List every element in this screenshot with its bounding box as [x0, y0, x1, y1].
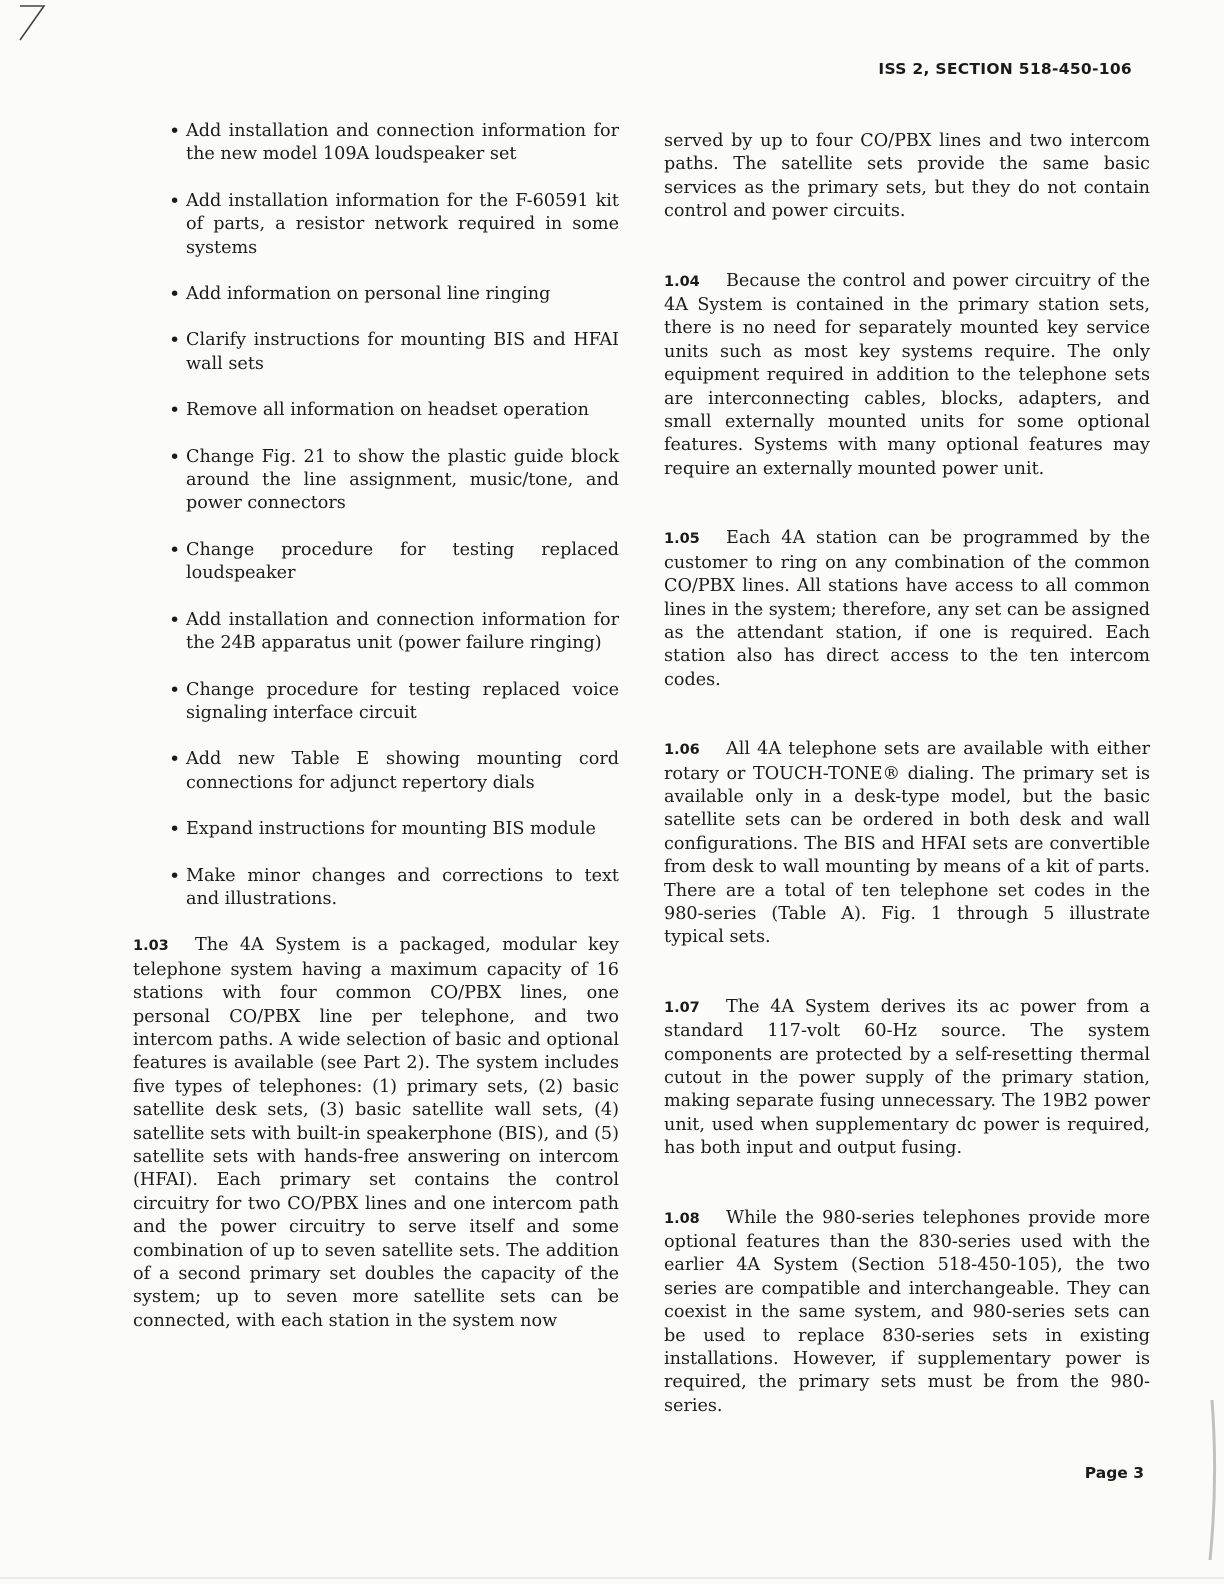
section-header: ISS 2, SECTION 518-450-106 — [878, 60, 1132, 78]
paragraph-text: Each 4A station can be programmed by the customer to ring on any combination of the common CO/PBX lines. All stations have access to all common lines in the system; therefore, any set can be assigned as the attendant station, if one is required. Each station also has direct access to the ten intercom codes. — [664, 528, 1150, 690]
paragraph-1-04 — [664, 270, 1150, 482]
paragraph-continuation: served by up to four CO/PBX lines and two intercom paths. The satellite sets provide the same basic services as the primary sets, but they do not contain control and power circuits. — [664, 131, 1150, 222]
paragraph-1-03 — [133, 934, 619, 1333]
paragraph-number: 1.05 — [664, 531, 700, 548]
change-item: • Add new Table E showing mounting cord connections for adjunct repertory dials — [186, 748, 619, 795]
change-item: • Add information on personal line ringing — [186, 283, 619, 306]
paragraph-1-07 — [664, 996, 1150, 1161]
paragraph-1-08 — [664, 1207, 1150, 1419]
change-item: • Change procedure for testing replaced voice signaling interface circuit — [186, 679, 619, 726]
change-item: • Add installation and connection information for the 24B apparatus unit (power failure ringing) — [186, 609, 619, 656]
left-column — [133, 120, 619, 1356]
paragraph-text: All 4A telephone sets are available with either rotary or TOUCH-TONE® dialing. The primary set is available only in a desk-type model, but the basic satellite sets can be ordered in both desk and wall configurations. The BIS and HFAI sets are convertible from desk to wall mounting by means of a kit of parts. There are a total of ten telephone set codes in the 980-series (Table A). Fig. 1 through 5 illustrate typical sets. — [664, 739, 1150, 948]
paragraph-1-05 — [664, 527, 1150, 692]
change-item: • Change procedure for testing replaced loudspeaker — [186, 539, 619, 586]
change-item: • Change Fig. 21 to show the plastic guide block around the line assignment, music/tone, and power connectors — [186, 446, 619, 516]
change-item: • Make minor changes and corrections to text and illustrations. — [186, 865, 619, 912]
paragraph-text: The 4A System is a packaged, modular key telephone system having a maximum capacity of 16 stations with four common CO/PBX lines, one personal CO/PBX line per telephone, and two intercom paths. A wide selection of basic and optional features is available (see Part 2). The system includes five types of telephones: (1) primary sets, (2) basic satellite desk sets, (3) basic satellite wall sets, (4) satellite sets with built-in speakerphone (BIS), and (5) satellite sets with hands-free answering on intercom (HFAI). Each primary set contains the control circuitry for two CO/PBX lines and one intercom path and the power circuitry to serve itself and some combination of up to seven satellite sets. The addition of a second primary set doubles the capacity of the system; up to seven more satellite sets can be connected, with each station in the system now — [133, 935, 619, 1331]
paragraph-text: While the 980-series telephones provide more optional features than the 830-series used with the earlier 4A System (Section 518-450-105), the two series are compatible and interchangeable. They can coexist in the same system, and 980-series sets can be used to replace 830-series sets in existing installations. However, if supplementary power is required, the primary sets must be from the 980-series. — [664, 1207, 1150, 1416]
paragraph-1-06 — [664, 738, 1150, 950]
change-item: • Add installation and connection information for the new model 109A loudspeaker set — [186, 120, 619, 167]
change-item: • Clarify instructions for mounting BIS and HFAI wall sets — [186, 329, 619, 376]
right-column — [664, 130, 1150, 1441]
change-item: • Add installation information for the F-60591 kit of parts, a resistor network required in some systems — [186, 190, 619, 260]
change-item: • Remove all information on headset operation — [186, 399, 619, 422]
change-item: • Expand instructions for mounting BIS module — [186, 818, 619, 841]
paragraph-text: The 4A System derives its ac power from a standard 117-volt 60-Hz source. The system components are protected by a self-resetting thermal cutout in the power supply of the primary station, making separate fusing unnecessary. The 19B2 power unit, used when supplementary dc power is required, has both input and output fusing. — [664, 996, 1150, 1159]
change-list — [133, 120, 619, 911]
paragraph-number: 1.03 — [133, 938, 169, 955]
paragraph-number: 1.04 — [664, 273, 700, 290]
paragraph-number: 1.06 — [664, 742, 700, 759]
paragraph-text: Because the control and power circuitry of the 4A System is contained in the primary station sets, there is no need for separately mounted key service units such as most key systems require. The only equipment required in addition to the telephone sets are interconnecting cables, blocks, adapters, and small externally mounted units for some optional features. Systems with many optional features may require an externally mounted power unit. — [664, 270, 1150, 479]
paragraph-number: 1.07 — [664, 999, 700, 1016]
paragraph-number: 1.08 — [664, 1210, 700, 1227]
page-number: Page 3 — [1084, 1464, 1144, 1482]
